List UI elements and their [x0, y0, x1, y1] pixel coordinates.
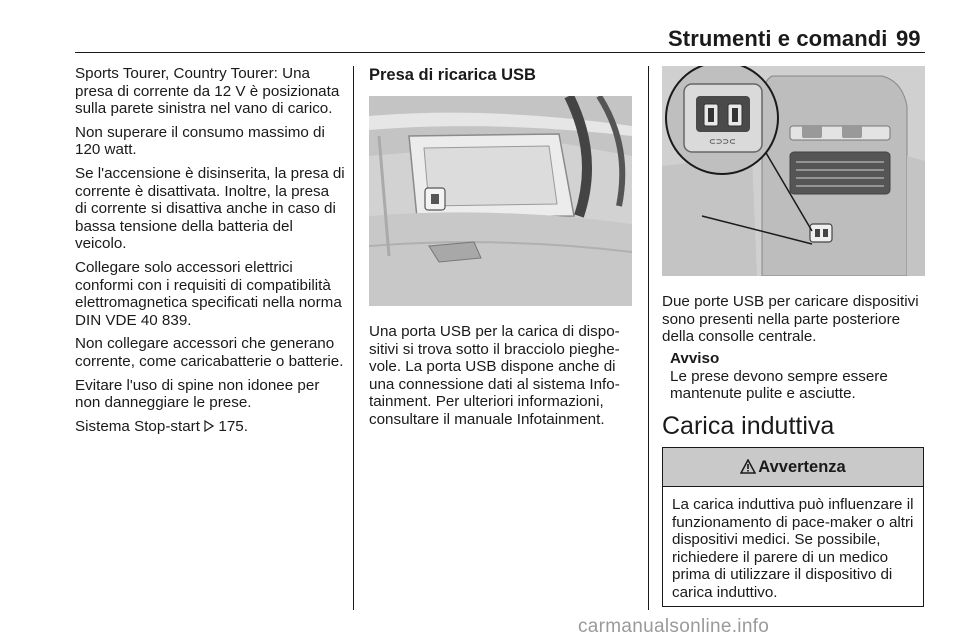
rear-console-usb-illustration	[662, 66, 925, 276]
arrow-right-icon	[204, 418, 214, 436]
warning-text: La carica induttiva può influenzare il funzionamento di pace-maker o altri dispositivi medici. Se possibile, richiedere il parere di un medico prima di utilizzare il dispositivo di carica induttivo.	[672, 496, 914, 601]
page-header-title: Strumenti e comandi	[668, 26, 888, 51]
paragraph: Una porta USB per la carica di dispositivi si trova sotto il bracciolo pieghevole. La porta USB dispone anche di una connessione dati al sistema Infotainment. Per ulteriori informazioni, consultare il manuale Infotainment.	[369, 323, 620, 428]
warning-triangle-icon	[740, 457, 756, 477]
section-heading-inductive: Carica induttiva	[662, 412, 835, 440]
paragraph: Se l'accensione è disinserita, la presa di corrente è disattivata. Inoltre, la presa di corrente si disattiva anche in caso di bassa tensione della batteria del veicolo.	[75, 164, 345, 253]
usb-armrest-illustration	[369, 96, 632, 306]
paragraph: Non collegare accessori che generano corrente, come caricabatterie o batterie.	[75, 335, 344, 370]
paragraph: Evitare l'uso di spine non idonee per non danneggiare le prese.	[75, 376, 320, 412]
column-divider-right	[648, 66, 649, 610]
paragraph: Due porte USB per caricare dispositivi sono presenti nella parte posteriore della consolle centrale.	[662, 293, 919, 346]
svg-text:⊂⊃⊃⊂: ⊂⊃⊃⊂	[709, 137, 736, 146]
note-label: Avviso	[670, 350, 720, 367]
paragraph: Sports Tourer, Country Tourer: Una presa di corrente da 12 V è posizionata sulla parete sinistra nel vano di carico.	[75, 65, 340, 118]
watermark: carmanualsonline.info	[578, 616, 770, 637]
warning-title: Avvertenza	[758, 457, 846, 476]
left-column	[75, 65, 345, 441]
right-column-text	[662, 293, 930, 352]
section-heading-usb: Presa di ricarica USB	[369, 66, 536, 84]
crossref-page[interactable]: 175.	[218, 417, 248, 435]
crossref-paragraph	[75, 418, 345, 436]
header-rule	[75, 52, 925, 53]
crossref-label: Sistema Stop-start	[75, 417, 200, 435]
paragraph: Non superare il consumo massimo di 120 watt.	[75, 123, 325, 159]
page-number: 99	[896, 26, 921, 51]
paragraph: Collegare solo accessori elettrici conformi con i requisiti di compatibilità elettromagnetica specificati nella norma DIN VDE 40 839.	[75, 258, 342, 329]
note-text: Le prese devono sempre essere mantenute pulite e asciutte.	[670, 367, 888, 403]
column-divider-left	[353, 66, 354, 610]
warning-header	[663, 448, 923, 487]
warning-box	[662, 447, 924, 607]
middle-column-text	[369, 323, 637, 435]
note-block	[670, 350, 925, 403]
